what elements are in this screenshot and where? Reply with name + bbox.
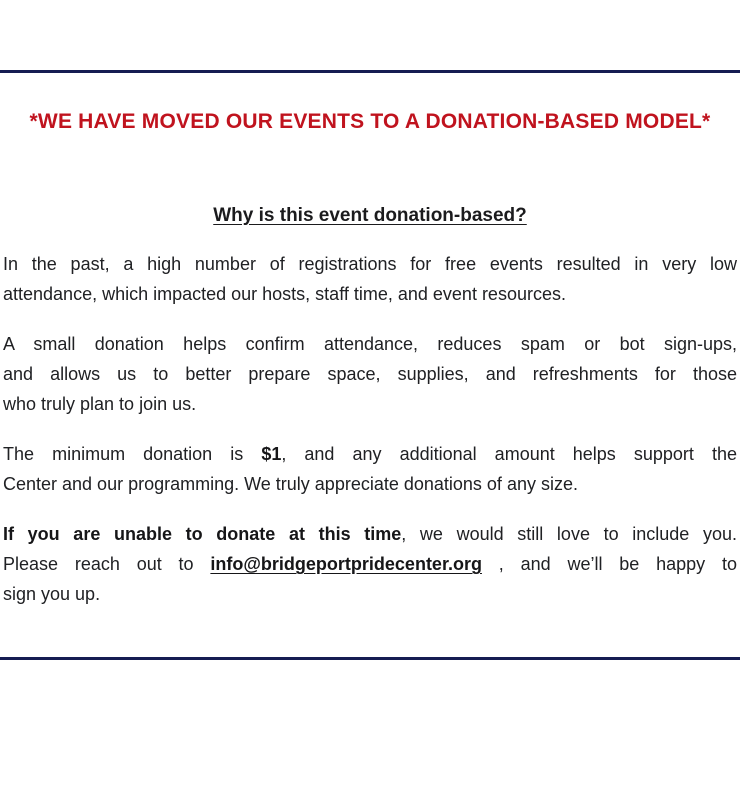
bottom-divider	[0, 657, 740, 660]
paragraph-minimum-donation	[3, 439, 737, 499]
text-segment: , and any additional amount helps support the	[281, 444, 737, 464]
text-line: attendance, which impacted our hosts, staff time, and event resources.	[3, 284, 566, 304]
paragraph-donation-benefits	[3, 329, 737, 419]
text-line	[3, 519, 737, 549]
text-line: sign you up.	[3, 584, 101, 604]
minimum-donation-amount: $1	[261, 444, 282, 464]
text-line: who truly plan to join us.	[3, 394, 197, 414]
body-text	[0, 249, 740, 609]
text-segment: Please reach out to	[3, 554, 211, 574]
section-heading: Why is this event donation-based?	[213, 205, 527, 226]
paragraph-past-registrations	[3, 249, 737, 309]
text-segment: , we would still love to include you.	[401, 524, 737, 544]
donation-notice-flyer	[0, 70, 740, 660]
paragraph-unable-to-donate	[3, 519, 737, 609]
top-divider	[0, 70, 740, 73]
text-line: Center and our programming. We truly appreciate donations of any size.	[3, 474, 578, 494]
unable-to-donate-emphasis: If you are unable to donate at this time	[3, 524, 402, 544]
text-line: In the past, a high number of registrations for free events resulted in very low	[3, 254, 737, 274]
text-line: and allows us to better prepare space, supplies, and refreshments for those	[3, 364, 737, 384]
text-segment: , and we’ll be happy to	[481, 554, 738, 574]
banner-heading: *WE HAVE MOVED OUR EVENTS TO A DONATION-BASED MODEL*	[29, 110, 711, 133]
text-line	[3, 439, 737, 469]
text-segment: The minimum donation is	[3, 444, 262, 464]
email-link[interactable]: info@bridgeportpridecenter.org	[210, 554, 482, 574]
text-line: A small donation helps confirm attendance, reduces spam or bot sign-ups,	[3, 334, 737, 354]
text-line	[3, 549, 737, 579]
